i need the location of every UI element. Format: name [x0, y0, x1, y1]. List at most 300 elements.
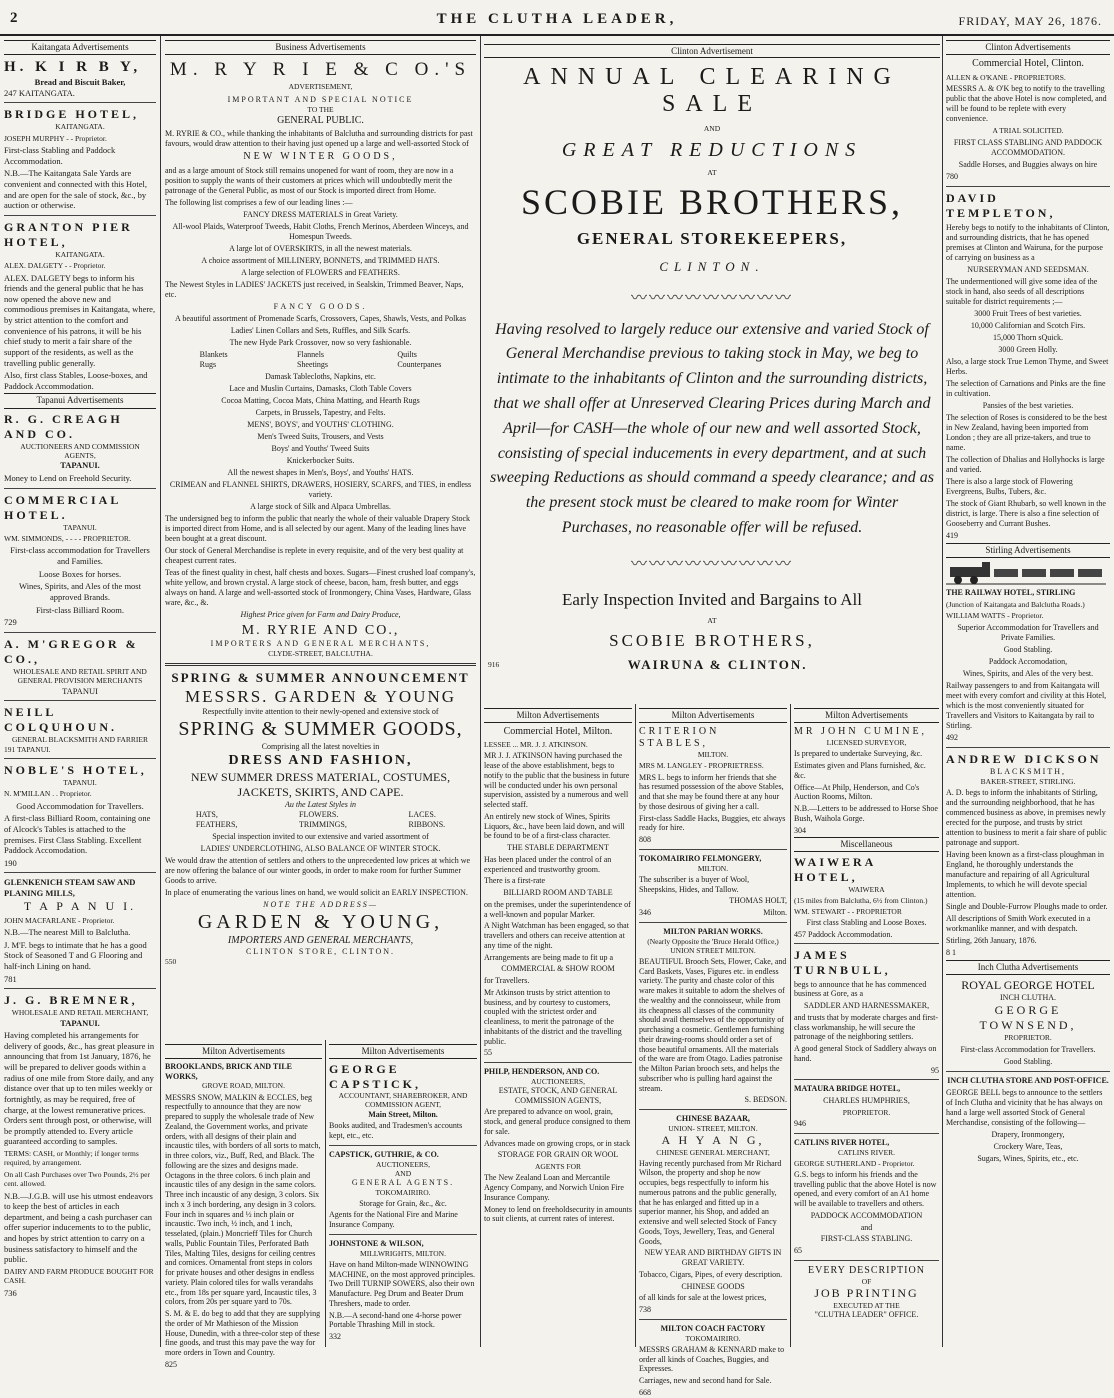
ad-title: J. G. BREMNER,	[4, 993, 138, 1008]
ad-text: Saddle Horses, and Buggies always on hire	[958, 159, 1098, 169]
ad-text: N.B.—The nearest Mill to Balclutha.	[4, 927, 131, 937]
ad-text: BAKER-STREET, STIRLING.	[980, 776, 1076, 786]
column-clinton-stirling-inch-clutha	[946, 38, 1110, 1343]
section-heading: Milton Advertisements	[165, 1044, 322, 1059]
section-heading: Milton Advertisements	[794, 708, 939, 723]
ad-text: LADIES' UNDERCLOTHING, ALSO BALANCE OF WINTER STOCK.	[200, 843, 441, 853]
ad-title: JAMES TURNBULL,	[794, 948, 891, 978]
ad-number: 55	[484, 1048, 492, 1058]
ad-text: WAIRUNA & CLINTON.	[627, 656, 808, 672]
section-heading: Inch Clutha Advertisements	[946, 960, 1110, 975]
ad-text: First class Stabling and Loose Boxes.	[806, 917, 927, 927]
ad-text: The following list comprises a few of our leading lines :—	[165, 197, 353, 207]
ad-text: BILLIARD ROOM AND TABLE	[503, 888, 613, 898]
ad-text: Bread and Biscuit Baker,	[34, 77, 126, 87]
ad-text: AUCTIONEERS,	[531, 1076, 585, 1086]
ad-text: GEORGE BELL begs to announce to the settlers of Inch Clutha and vicinity that he has always on hand a large well assorted Stock of General Merchandise, consisting of the following—	[946, 1087, 1103, 1127]
ad-text: FANCY DRESS MATERIALS in Great Variety.	[243, 209, 398, 219]
ad-title: TOKOMAIRIRO FELMONGERY,	[639, 853, 762, 863]
ad-text: First-class Billiard Room.	[35, 604, 125, 615]
ad-text: (15 miles from Balclutha, 6½ from Clinton.)	[794, 895, 928, 905]
goods-grid	[165, 350, 476, 370]
ad-signature: S. BEDSON.	[744, 1095, 787, 1105]
ad-text: Is prepared to undertake Surveying, &c.	[794, 749, 923, 759]
ad-text: A choice assortment of MILLINERY, BONNETS, and TRIMMED HATS.	[201, 255, 440, 265]
ad-text: In place of enumerating the various lines on hand, we would solicit an EARLY INSPECTION.	[165, 887, 468, 897]
ad-text: Paddock Accommodation.	[808, 929, 893, 939]
ad-text: IMPORTERS AND GENERAL MERCHANTS,	[227, 934, 414, 946]
ad-text: The subscriber is a buyer of Wool, Sheepskins, Hides, and Tallow.	[639, 874, 750, 894]
column-milton-3	[794, 706, 939, 1345]
ad-text: Blankets	[199, 349, 228, 359]
column-milton-capstick	[329, 1042, 477, 1345]
ad-text: Flannels	[296, 349, 325, 359]
ad-text: EXECUTED AT THE	[833, 1300, 900, 1310]
ad-text: A large stock of Silk and Alpaca Umbrellas.	[250, 501, 391, 511]
ad-text: begs to announce that he has commenced business at Gore, as a	[794, 979, 927, 999]
column-rule	[160, 36, 161, 1347]
ad-text: The undermentioned will give some idea of the stock in hand, also seeds of all descriptions suitable for district requirements ;—	[946, 276, 1098, 306]
ad-text: AUCTIONEERS AND COMMISSION AGENTS,	[20, 441, 140, 460]
ad-text: STORAGE FOR GRAIN OR WOOL	[497, 1150, 619, 1160]
ad-number: 457	[794, 929, 806, 939]
ad-text: (Nearly Opposite the 'Bruce Herald Office,) UNION STREET MILTON.	[647, 936, 779, 955]
ad-text: Main Street, Milton.	[368, 1109, 438, 1119]
ad-text: Au the Latest Styles in	[284, 799, 357, 809]
ad-number: 738	[639, 1305, 651, 1315]
ad-text: IMPORTANT AND SPECIAL NOTICE	[227, 95, 414, 105]
ad-text: WM. STEWART - - PROPRIETOR	[794, 906, 902, 916]
ad-title: MATAURA BRIDGE HOTEL,	[794, 1084, 901, 1094]
ad-text: A first-class Billiard Room, containing one of Alcock's Tables is attached to the premises. First Class Stabling. Excellent Paddock Accomodation.	[4, 813, 151, 856]
ad-number: 550	[165, 957, 177, 967]
ad-title: ROYAL GEORGE HOTEL	[961, 978, 1095, 993]
ad-text: GEORGE SUTHERLAND - Proprietor.	[794, 1158, 915, 1168]
ad-text: LESSEE ... MR. J. J. ATKINSON.	[484, 740, 588, 750]
ad-text: TAPANUI.	[63, 522, 97, 532]
ad-text: Stirling, 26th January, 1876.	[946, 935, 1037, 945]
ad-text: JOHN MACFARLANE - Proprietor.	[4, 915, 115, 925]
ad-text: N. M'MILLAN . . Proprietor.	[4, 789, 92, 799]
ad-text: TO THE	[307, 105, 334, 115]
ad-text: Good Stabling.	[1003, 1056, 1053, 1066]
ad-text: Loose Boxes for horses.	[38, 568, 122, 579]
ad-title: DAVID TEMPLETON,	[946, 190, 1056, 220]
ad-title: GRANTON PIER HOTEL,	[4, 219, 133, 249]
ad-text: We would draw the attention of settlers and others to the unprecedented low prices at which we are now offering the balance of our winter goods, in order to make room for further Summer Goods to arrive.	[165, 855, 471, 885]
ad-text: 10,000 Californian and Scotch Firs.	[970, 320, 1086, 330]
section-heading: Milton Advertisements	[329, 1044, 477, 1059]
ad-title: GEORGE CAPSTICK,	[329, 1061, 422, 1091]
ad-text: MRS L. begs to inform her friends that she has resumed possession of the above Stables, and that she may be found there at any hour by those desirous of giving her a call.	[639, 772, 784, 811]
ad-text: Early Inspection Invited and Bargains to All	[562, 589, 862, 609]
ad-title: EVERY DESCRIPTION	[808, 1264, 925, 1276]
ad-text: J. M'F. begs to intimate that he has a good Stock of Seasoned T and G Flooring and half-inch Lining on hand.	[4, 939, 147, 971]
ad-text: BEAUTIFUL Brooch Sets, Flower, Cake, and Card Baskets, Vases, Figures etc. in endless variety. The purity and chaste color of this ware makes it suitable to adorn the shelves of the wealthy and the connoisseur, while from its cheapness all classes of the community should avail themselves of the opportunity of purchasing a cosmetic. Gentlemen furnishing their drawing-rooms should order a set of those beautiful ornaments. All the materials of the ware are from Otago. Ladies patronise the Milton Parian brooch sets, and helps the subscriber who is pulling hard against the stream.	[639, 956, 787, 1093]
ad-text: Ladies' Linen Collars and Sets, Ruffles, and Silk Scarfs.	[230, 325, 411, 335]
ad-text: 3000 Fruit Trees of best varieties.	[974, 308, 1082, 318]
ad-text: JOSEPH MURPHY - - Proprietor.	[4, 133, 107, 143]
ad-title: SCOBIE BROTHERS,	[609, 630, 815, 650]
ad-number: 8 1	[946, 947, 956, 957]
ad-text: Rugs	[199, 359, 217, 369]
ad-text: NEW YEAR AND BIRTHDAY GIFTS IN GREAT VARIETY.	[644, 1248, 782, 1268]
ad-title: MILTON PARIAN WORKS.	[663, 926, 763, 936]
ad-title: GREAT REDUCTIONS	[561, 139, 863, 161]
ad-text: and as a large amount of Stock still remains unopened for want of room, they are now in a position to supply the wants of their customers at prices which will undoubtedly merit the patronage of the General Public, as most of our Stock is imported direct from Home.	[165, 165, 454, 195]
ad-number: 916	[488, 660, 500, 670]
ad-text: DAIRY AND FARM PRODUCE BOUGHT FOR CASH.	[4, 1266, 154, 1286]
ad-text: FLOWERS.	[299, 809, 339, 819]
ad-text: GENERAL AGENTS.	[351, 1177, 455, 1187]
ad-text: N.B.—J.G.B. will use his utmost endeavors to keep the best of articles in each department, and being a cash purchaser can offer superior inducements to to the public, and hopes by strict attention to carry on a business satisfactory to himself and the public.	[4, 1190, 153, 1265]
ad-text: Men's Tweed Suits, Trousers, and Vests	[257, 431, 384, 441]
ad-text: THE STABLE DEPARTMENT	[507, 843, 609, 853]
ad-text: CHINESE GOODS	[681, 1281, 745, 1291]
ad-title: JOHNSTONE & WILSON,	[329, 1238, 424, 1248]
ad-number: 191	[4, 744, 16, 754]
ad-text: JACKETS, SKIRTS, AND CAPE.	[237, 784, 404, 799]
ad-title: WAIWERA HOTEL,	[794, 855, 876, 884]
ad-text: The new Hyde Park Crossover, now so very fashionable.	[229, 337, 412, 347]
section-heading: Miscellaneous	[794, 837, 939, 852]
column-rule	[635, 704, 636, 1347]
ad-text: Office—At Philp, Henderson, and Co's Auction Rooms, Milton.	[794, 782, 920, 802]
ad-text: FIRST CLASS STABLING AND PADDOCK ACCOMMODATION.	[953, 137, 1103, 157]
ad-title: MESSRS. GARDEN & YOUNG	[184, 686, 456, 706]
ad-text: PROPRIETOR.	[1004, 1033, 1052, 1043]
ad-text: Milton.	[763, 908, 787, 918]
ad-title: MILTON COACH FACTORY	[660, 1323, 766, 1333]
section-heading: Tapanui Advertisements	[4, 393, 156, 408]
ad-text: The Newest Styles in LADIES' JACKETS just received, in Sealskin, Trimmed Beaver, Naps, etc.	[165, 279, 464, 299]
ad-title: CHINESE BAZAAR,	[676, 1114, 750, 1124]
ad-text: T A P A N U I.	[23, 898, 137, 913]
ad-text: All descriptions of Smith Work executed in a workmanlike manner, and with despatch.	[946, 913, 1091, 933]
ad-text: MESSRS A. & O'K beg to notify to the travelling public that the above Hotel is now completed, and will be found to be replete with every convenience.	[946, 84, 1107, 124]
ad-text: IMPORTERS AND GENERAL MERCHANTS,	[210, 639, 431, 649]
ad-number: 781	[4, 973, 17, 984]
ad-number: 65	[794, 1246, 802, 1256]
ad-text: First-class Stabling and Paddock Accommodation.	[4, 145, 116, 166]
ad-text: Boys' and Youths' Tweed Suits	[271, 443, 370, 453]
ad-text: An entirely new stock of Wines, Spirits Liquors, &c., have been laid down, and will be found to be of a first-class character.	[484, 811, 625, 841]
ad-text: AGENTS FOR	[534, 1162, 582, 1172]
ad-text: FEATHERS,	[195, 819, 238, 829]
ad-text: Pansies of the best varieties.	[982, 400, 1074, 410]
ad-text: First-class accommodation for Travellers and Families.	[10, 545, 150, 566]
ad-text: A good general Stock of Saddlery always on hand.	[794, 1044, 937, 1063]
ad-text: Sugars, Wines, Spirits, etc., etc.	[977, 1153, 1079, 1163]
ad-text: Agents for the National Fire and Marine Insurance Company.	[329, 1210, 458, 1230]
ad-text: TAPANUI	[62, 685, 98, 696]
ad-text: PROPRIETOR.	[842, 1107, 891, 1117]
ad-title: R. G. CREAGH AND CO.	[4, 411, 123, 441]
ad-text: GENERAL BLACKSMITH AND FARRIER	[11, 735, 149, 745]
ad-text: Having been known as a first-class ploughman in England, he thoroughly understands the manufacture and repairing of all Agricultural Implements, to which he will devote special attention.	[946, 849, 1104, 899]
ad-text: Wines, Spirits, and Ales of the very best.	[962, 668, 1094, 678]
ad-text: Estimates given and Plans furnished, &c. &c.	[794, 761, 926, 780]
ad-title: PHILP, HENDERSON, AND CO.	[484, 1067, 600, 1077]
ad-title: A. M'GREGOR & CO.,	[4, 636, 139, 666]
ad-title: Commercial Hotel, Milton.	[503, 725, 613, 737]
ad-title: NEILL COLQUHOUN.	[4, 705, 118, 735]
ad-text: HATS,	[195, 809, 218, 819]
ad-text: Lace and Muslin Curtains, Damasks, Cloth Table Covers	[229, 383, 412, 393]
ad-text: PADDOCK ACCOMMODATION	[810, 1210, 923, 1220]
ad-text: Damask Tablecloths, Napkins, etc.	[265, 371, 376, 381]
ad-text: and	[860, 1222, 873, 1232]
ad-text: on the premises, under the superintendence of a well-known and popular Marker.	[484, 899, 631, 919]
ad-text: COMMERCIAL & SHOW ROOM	[501, 964, 615, 974]
ad-title: SPRING & SUMMER ANNOUNCEMENT	[171, 669, 470, 685]
ad-text: Respectfully invite attention to their newly-opened and extensive stock of	[202, 707, 439, 717]
masthead	[0, 0, 1114, 36]
ad-signature: M. RYRIE AND CO.,	[241, 622, 400, 638]
ad-text: TAPANUI.	[63, 777, 97, 787]
ad-title: COMMERCIAL HOTEL.	[4, 492, 121, 522]
ad-text: AT	[707, 615, 717, 625]
ad-text: Our stock of General Merchandise is replete in every requisite, and of the very best quality at cheapest current rates.	[165, 545, 464, 565]
issue-date: FRIDAY, MAY 26, 1876.	[958, 14, 1102, 28]
ad-text: M. RYRIE & CO., while thanking the inhabitants of Balclutha and surrounding districts for past favours, would draw attention to their having just opened up a large and well-assorted Stock of	[165, 129, 473, 149]
ad-text: N.B.—Letters to be addressed to Horse Shoe Bush, Waihola Gorge.	[794, 804, 938, 823]
ad-text: and trusts that by moderate charges and first-class workmanship, he will secure the patronage of the neighboring settlers.	[794, 1012, 939, 1042]
ad-text: Are prepared to advance on wool, grain, stock, and general produce consigned to them for sale.	[484, 1107, 631, 1136]
ad-title: THE RAILWAY HOTEL, STIRLING	[946, 587, 1076, 597]
ad-text: KAITANGATA.	[55, 122, 105, 132]
ad-text: AND	[703, 124, 721, 133]
ad-text: The collection of Dhalias and Hollyhocks is large and varied.	[946, 454, 1105, 474]
ad-title: JOB PRINTING	[814, 1286, 919, 1301]
ad-text: Good Stabling.	[1003, 644, 1053, 654]
ad-text: The selection of Carnations and Pinks are the fine in cultivation.	[946, 378, 1106, 398]
ad-text: First-class Accommodation for Travellers.	[960, 1044, 1096, 1054]
ad-text: Knickerbocker Suits.	[286, 455, 355, 465]
ad-text: A beautiful assortment of Promenade Scarfs, Crossovers, Capes, Shawls, Vests, and Polkas	[175, 313, 466, 323]
ad-text: TOKOMAIRIRO.	[375, 1187, 431, 1197]
ad-text: A TRIAL SOLICITED.	[992, 126, 1064, 136]
ad-title: SPRING & SUMMER GOODS,	[178, 718, 463, 741]
ad-text: TAPANUI.	[17, 744, 51, 754]
ad-title: GARDEN & YOUNG,	[197, 910, 444, 933]
column-milton-1	[484, 706, 632, 1345]
ad-number: 190	[4, 857, 17, 868]
column-rule	[942, 36, 943, 1347]
ad-text: FANCY GOODS.	[273, 301, 368, 311]
ad-title: BRIDGE HOTEL,	[4, 107, 140, 122]
section-heading: Kaitangata Advertisements	[4, 40, 156, 55]
ad-number: 95	[931, 1065, 939, 1075]
ad-text: Drapery, Ironmongery,	[991, 1129, 1065, 1139]
ad-text: WILLIAM WATTS - Proprietor.	[946, 611, 1044, 621]
column-rule	[480, 36, 481, 1347]
ad-text: KAITANGATA.	[18, 87, 75, 98]
ad-text: A large lot of OVERSKIRTS, in all the newest materials.	[229, 243, 412, 253]
ad-number: 668	[639, 1387, 651, 1397]
column-milton-2	[639, 706, 787, 1397]
ad-text: MESSRS GRAHAM & KENNARD make to order all kinds of Coaches, Buggies, and Expresses.	[639, 1344, 785, 1374]
ad-text: WAIWERA	[848, 884, 885, 894]
ad-text: NEW SUMMER DRESS MATERIAL, COSTUMES,	[190, 769, 451, 784]
ad-text: CHARLES HUMPHRIES,	[823, 1096, 910, 1106]
ad-text: Wines, Spirits, and Ales of the most approved Brands.	[19, 581, 141, 602]
ad-text: TRIMMINGS,	[299, 819, 347, 829]
ad-text: KAITANGATA.	[55, 249, 105, 259]
ad-title: A H Y A N G,	[661, 1132, 765, 1147]
ad-title: M. R Y R I E & C O.'S	[169, 59, 472, 81]
ad-text: MENS', BOYS', and YOUTHS' CLOTHING.	[247, 419, 394, 429]
ad-text: MILTON.	[697, 863, 729, 873]
ad-text: Quilts	[397, 349, 417, 359]
section-heading: Stirling Advertisements	[946, 543, 1110, 558]
ad-text: NURSERYMAN AND SEEDSMAN.	[967, 264, 1089, 274]
ad-text: Having recently purchased from Mr Richard Wilson, the property and shop he now occupies, begs respectfully to inform his numerous patrons and the public generally, that he has enlarged and fitted up in a superior manner, his Shop, and added an extensive and well selected Stock of Fancy Goods, Toys, Jewellery, Teas, and General Goods,	[639, 1158, 782, 1246]
scobie-brothers-advertisement	[484, 42, 940, 702]
ad-number: 304	[794, 825, 806, 835]
ad-title: Commercial Hotel, Clinton.	[972, 58, 1084, 70]
ad-text: Money to Lend on Freehold Security.	[4, 473, 132, 483]
ad-text: (Junction of Kaitangata and Balclutha Roads.)	[946, 599, 1085, 609]
ad-text: ADVERTISEMENT,	[288, 82, 353, 91]
ad-title: GENERAL STOREKEEPERS,	[576, 228, 848, 248]
ad-text: Has been placed under the control of an experienced and trustworthy groom.	[484, 854, 612, 874]
ad-text: LICENSED SURVEYOR,	[826, 738, 907, 748]
ad-title: H. K I R B Y,	[4, 59, 142, 76]
ad-text: Advances made on growing crops, or in stack	[484, 1138, 631, 1148]
locomotive-engraving	[946, 561, 1110, 585]
ad-text: N.B.—The Kaitangata Sale Yards are convenient and connected with this Hotel, and are open for the sale of stock, &c., by auction or otherwise.	[4, 168, 148, 211]
ad-text: TAPANUI.	[60, 460, 100, 471]
ad-title: BROOKLANDS, BRICK AND TILE WORKS,	[165, 1061, 292, 1081]
ad-signature: THOMAS HOLT,	[729, 896, 787, 906]
ad-number: 946	[794, 1119, 806, 1129]
section-heading: Business Advertisements	[165, 40, 476, 55]
ad-number: 729	[4, 617, 17, 628]
ad-text: GEORGE TOWNSEND,	[979, 1003, 1077, 1033]
ad-text: The selection of Roses is considered to be the best in New Zealand, having been imported from London ; they are all prize-takers, and true to name.	[946, 412, 1108, 452]
ad-text: Special inspection invited to our extensive and varied assortment of	[212, 831, 429, 841]
ad-number: 419	[946, 530, 958, 540]
ad-text: WHOLESALE AND RETAIL SPIRIT AND GENERAL PROVISION MERCHANTS	[13, 666, 147, 686]
ad-text: MILLWRIGHTS, MILTON.	[360, 1248, 446, 1258]
newspaper-title: THE CLUTHA LEADER,	[436, 11, 678, 27]
ad-title: GLENKENICH STEAM SAW AND PLANING MILLS,	[4, 877, 136, 898]
ad-text: Also, a large stock True Lemon Thyme, and Sweet Herbs.	[946, 356, 1109, 376]
ad-number: 492	[946, 732, 958, 742]
column-kaitangata-tapanui	[4, 38, 156, 1343]
ad-text: ALEX. DALGETY - - Proprietor.	[4, 261, 106, 271]
ad-text: CLINTON.	[659, 258, 765, 274]
ad-text: CLINTON STORE, CLINTON.	[245, 947, 396, 957]
ad-text: The undersigned beg to inform the public that nearly the whole of their valuable Drapery Stock is imported direct from Home, and is all selected by our agent. Many of the leading lines have been bought at a great discount.	[165, 513, 471, 543]
ad-text: RIBBONS.	[408, 819, 446, 829]
ad-text: CLYDE-STREET, BALCLUTHA.	[268, 649, 373, 659]
section-heading: Clinton Advertisements	[946, 40, 1110, 55]
ad-title: ANNUAL CLEARING SALE	[523, 64, 901, 117]
ad-text: There is a first-rate	[484, 876, 546, 886]
ad-text: A Night Watchman has been engaged, so that travellers and others can receive attention at any time of the night.	[484, 921, 629, 950]
flourish: 〰〰〰〰〰〰〰〰〰	[630, 289, 793, 307]
ad-text: Sheetings	[296, 359, 329, 369]
ad-text: Mr Atkinson trusts by strict attention to business, and by courtesy to customers, coupled with the strictest order and cleanliness, to merit the patronage of the inhabitants of the district and the travelling public.	[484, 987, 622, 1046]
ad-text: ALLEN & O'KANE - PROPRIETORS.	[946, 72, 1066, 82]
ad-text: TOKOMAIRIRO.	[685, 1333, 741, 1343]
ad-text: Having resolved to largely reduce our extensive and varied Stock of General Merchandise previous to taking stock in May, we beg to intimate to the inhabitants of Clinton and the surrounding districts, that we shall offer at Unreserved Clearing Prices during March and April—for CASH—the whole of our new and well assorted Stock, consisting of special inducements in every department, and at such sweeping Reductions as should command a speedy clearance; and as the present stock must be cleared to make room for Winter Purchases, no reasonable offer will be refused.	[490, 320, 934, 536]
ad-text: Carriages, new and second hand for Sale.	[639, 1376, 772, 1386]
ad-text: Money to lend on freeholdsecurity in amounts to suit clients, at current rates of interest.	[484, 1204, 632, 1224]
ad-text: GROVE ROAD, MILTON.	[202, 1081, 285, 1091]
ad-text: UNION- STREET, MILTON.	[668, 1123, 758, 1133]
ad-number: 780	[946, 171, 958, 181]
ad-text: 15,000 Thorn sQuick.	[992, 332, 1064, 342]
ad-text: There is also a large stock of Flowering Evergreens, Bulbs, Tubers, &c.	[946, 476, 1073, 496]
ad-text: Paddock Accomodation,	[988, 656, 1068, 666]
ad-text: ALEX. DALGETY begs to inform his friends and the general public that he has now opened the above new and commodious premises in Kaitangata, where, by strict attention to the comfort and convenience of his patrons, it will be his chief study to merit a fair share of the support of the residents, as well as the travelling public generally.	[4, 272, 156, 368]
ad-text: FIRST-CLASS STABLING.	[820, 1234, 913, 1244]
ad-text: Hereby begs to notify to the inhabitants of Clinton, and surrounding districts, that he has opened premises at Clinton and Wairuna, for the purpose of carrying on business as a	[946, 222, 1110, 262]
ad-text: Storage for Grain, &c., &c.	[359, 1198, 447, 1208]
ad-title: SCOBIE BROTHERS,	[520, 182, 904, 222]
ad-text: TAPANUI.	[60, 1017, 100, 1028]
ad-text: The New Zealand Loan and Mercantile Agency Company, and Norwich Union Fire Insurance Company.	[484, 1173, 624, 1202]
flourish: 〰〰〰〰〰〰〰〰〰	[630, 555, 793, 573]
ad-text: Carpets, in Brussels, Tapestry, and Felts.	[255, 407, 386, 417]
goods-grid	[165, 810, 476, 830]
ad-number: 332	[329, 1332, 341, 1342]
ad-number: 247	[4, 87, 17, 98]
ad-text: 3000 Green Holly.	[998, 344, 1058, 354]
ad-text: CHINESE GENERAL MERCHANT,	[656, 1147, 770, 1157]
ad-number: 825	[165, 1359, 177, 1369]
ad-text: Also, first class Stables, Loose-boxes, and Paddock Accommodation.	[4, 370, 148, 391]
section-heading: Milton Advertisements	[484, 708, 632, 723]
ad-text: WM. SIMMONDS, - - - - PROPRIETOR.	[4, 534, 131, 543]
ad-text: Good Accommodation for Travellers.	[16, 800, 144, 811]
ad-text: Crockery Ware, Teas,	[993, 1141, 1063, 1151]
ad-number: 736	[4, 1287, 17, 1298]
ad-text: N.B.—A second-hand one 4-horse power Portable Thrashing Mill in stock.	[329, 1310, 462, 1330]
column-business	[165, 38, 476, 1034]
ad-text: "CLUTHA LEADER" OFFICE.	[814, 1309, 919, 1319]
ad-text: Having completed his arrangements for delivery of goods, &c., has great pleasure in announcing that from 1st January, 1876, he will be prepared to deliver goods within a radius of one mile from Store daily, and any distance over that up to ten miles weekly or fortnightly, as may be required, free of charge, at the lowest remunerative prices. Orders sent through post, or otherwise, will be promptly attended to. Every article guaranteed according to samples.	[4, 1030, 155, 1147]
ad-title: DRESS AND FASHION,	[228, 753, 413, 769]
ad-number: 808	[639, 835, 651, 845]
ad-text: INCH CLUTHA.	[1000, 993, 1056, 1003]
ad-text: GENERAL PUBLIC.	[277, 114, 364, 126]
ad-text: WHOLESALE AND RETAIL MERCHANT,	[11, 1008, 149, 1018]
ad-title: CAPSTICK, GUTHRIE, & CO.	[329, 1149, 439, 1159]
ad-text: Teas of the finest quality in chest, half chests and boxes. Sugars—Finest crushed loaf company's, white yellow, and brown crystal. A large stock of cheese, bacon, ham, fresh butter, and eggs always on hand. A large and well-assorted stock of Ironmongery, China Vases, Hardware, Glass ware, &c., &.	[165, 567, 476, 607]
ad-text: BLACKSMITH,	[989, 766, 1066, 776]
ad-text: for Travellers.	[484, 976, 530, 986]
ad-text: Cocoa Matting, Cocoa Mats, China Matting, and Hearth Rugs	[221, 395, 420, 405]
ad-text: All the newest shapes in Men's, Boys', and Youths' HATS.	[227, 467, 414, 477]
ad-text: AT	[707, 168, 717, 177]
ad-text: S. M. & E. do beg to add that they are supplying the order of Mr Mathieson of the Mission House, Dunedin, with a three-color step of these fine goods, and trust this may pave the way for more orders in Town and Country.	[165, 1309, 321, 1358]
ad-text: TERMS: CASH, or Monthly; if longer terms required, by arrangement.	[4, 1149, 139, 1168]
ad-text: AUCTIONEERS,	[376, 1159, 430, 1169]
ad-text: Have on hand Milton-made WINNOWING MACHINE, on the most approved principles. Two Drill TURNIP SOWERS, also their own Manufacture. Peg Drum and Beater Drum Threshers, made to order.	[329, 1259, 475, 1308]
ad-title: NOBLE'S HOTEL,	[4, 762, 147, 777]
ad-text: MILTON.	[697, 750, 729, 760]
ad-text: First-class Saddle Hacks, Buggies, etc always ready for hire.	[639, 813, 786, 833]
ad-title: CRITERION STABLES,	[639, 725, 720, 750]
section-heading: Milton Advertisements	[639, 708, 787, 723]
ad-text: OF	[861, 1277, 872, 1287]
ad-text: LACES.	[408, 809, 436, 819]
ad-text: Counterpanes	[397, 359, 442, 369]
